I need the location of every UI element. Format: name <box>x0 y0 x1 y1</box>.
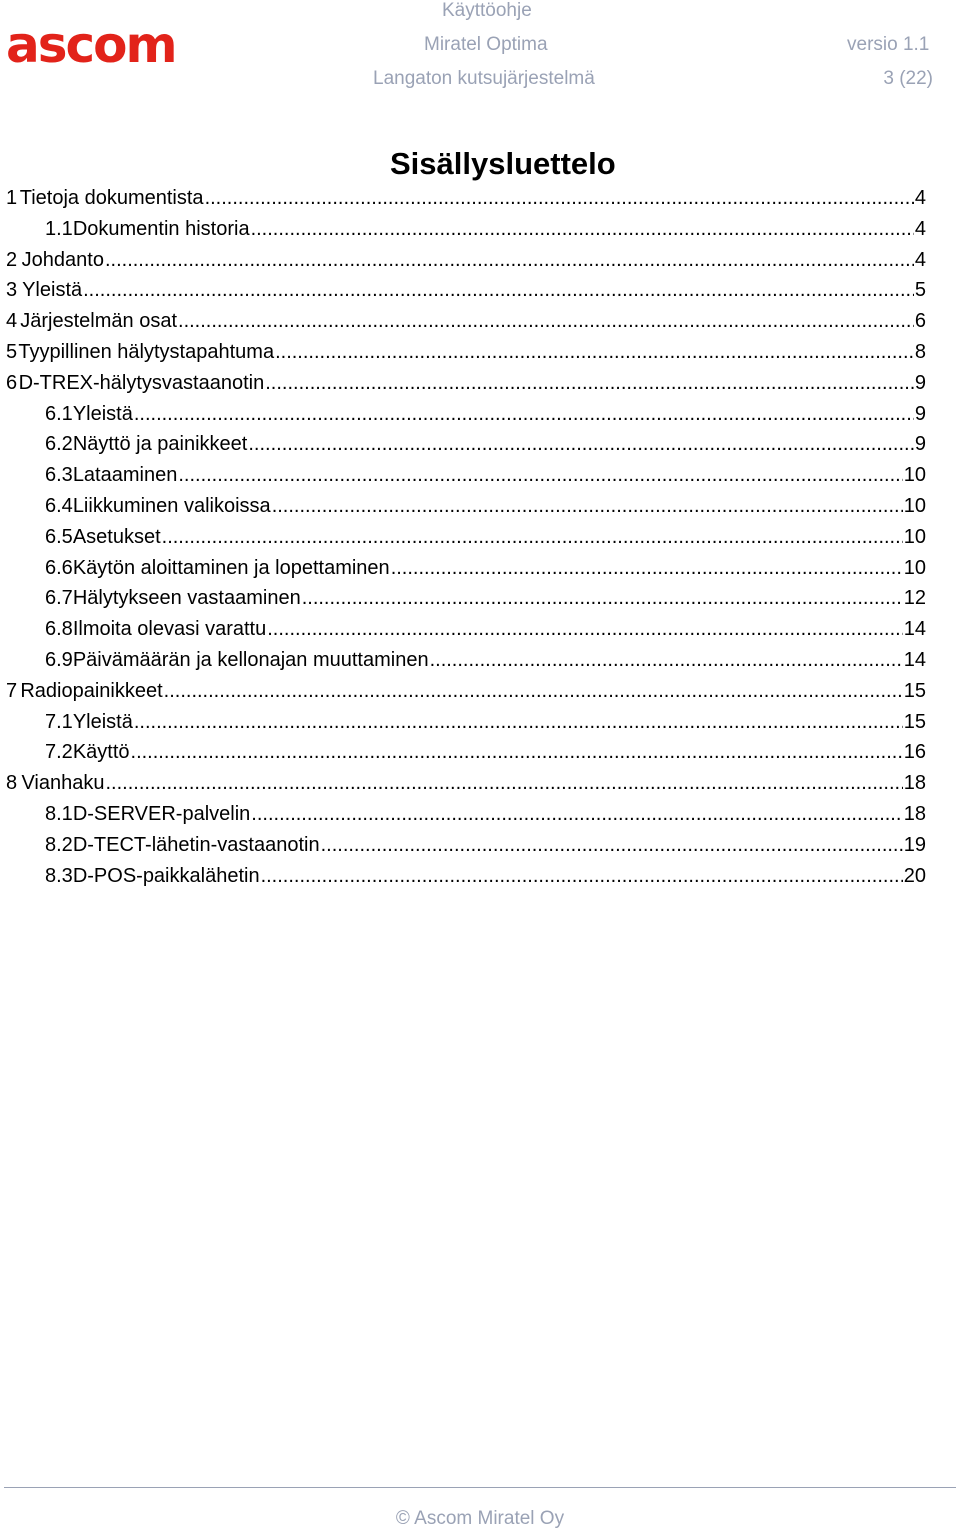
toc-entry[interactable] <box>6 368 926 399</box>
toc-entry-number: 6.8 <box>45 618 73 641</box>
toc-entry[interactable] <box>6 306 926 337</box>
toc-entry-number: 1.1 <box>45 217 73 240</box>
toc-entry[interactable] <box>6 275 926 306</box>
toc-leader-dots <box>272 491 903 522</box>
toc-entry[interactable] <box>6 245 926 276</box>
toc-entry-number: 6 <box>6 371 18 394</box>
toc-entry-title: Johdanto <box>21 248 104 271</box>
page-number: 3 (22) <box>883 68 933 89</box>
ascom-logo: ascom <box>6 16 176 74</box>
toc-entry-number: 6.4 <box>45 494 73 517</box>
toc-entry-title: Liikkuminen valikoissa <box>72 494 271 517</box>
toc-entry-number: 6.3 <box>45 464 73 487</box>
toc-entry-page: 10 <box>903 494 926 517</box>
toc-entry-title: D-TECT-lähetin-vastaanotin <box>72 833 320 856</box>
toc-entry[interactable] <box>6 799 926 830</box>
toc-entry[interactable] <box>6 614 926 645</box>
table-of-contents <box>6 183 926 891</box>
toc-entry-title: Asetukset <box>72 525 161 548</box>
toc-entry-title: Tietoja dokumentista <box>19 187 204 209</box>
toc-entry-title: Käytön aloittaminen ja lopettaminen <box>72 556 390 579</box>
toc-entry-number: 8 <box>6 772 18 795</box>
toc-entry[interactable] <box>6 768 926 799</box>
toc-leader-dots <box>321 830 903 861</box>
toc-entry-title: Näyttö ja painikkeet <box>72 433 248 456</box>
toc-entry[interactable] <box>6 830 926 861</box>
document-version: versio 1.1 <box>847 34 930 55</box>
toc-leader-dots <box>83 275 914 306</box>
toc-entry-number: 3 <box>6 279 18 302</box>
toc-entry-number: 6.6 <box>45 556 73 579</box>
toc-entry[interactable] <box>6 183 926 214</box>
toc-entry-page: 9 <box>914 402 926 425</box>
toc-leader-dots <box>178 306 914 337</box>
toc-leader-dots <box>106 768 903 799</box>
toc-entry-title: Yleistä <box>72 710 133 733</box>
toc-entry[interactable] <box>6 491 926 522</box>
toc-leader-dots <box>430 645 903 676</box>
toc-entry-page: 4 <box>914 187 926 209</box>
toc-entry[interactable] <box>6 337 926 368</box>
toc-entry-number: 2 <box>6 248 18 271</box>
toc-entry-number: 7.1 <box>45 710 73 733</box>
toc-entry-page: 10 <box>903 464 926 487</box>
toc-entry-number: 8.3 <box>45 864 73 887</box>
toc-leader-dots <box>251 214 914 245</box>
toc-entry-page: 9 <box>914 433 926 456</box>
toc-heading: Sisällysluettelo <box>390 146 616 181</box>
toc-entry-page: 10 <box>903 525 926 548</box>
product-name: Miratel Optima <box>424 34 548 55</box>
toc-entry-number: 8.2 <box>45 833 73 856</box>
toc-entry-title: Järjestelmän osat <box>20 310 178 333</box>
toc-entry[interactable] <box>6 429 926 460</box>
toc-entry-title: Päivämäärän ja kellonajan muuttaminen <box>72 648 429 671</box>
toc-leader-dots <box>205 183 914 214</box>
toc-entry-page: 6 <box>914 310 926 333</box>
toc-entry[interactable] <box>6 399 926 430</box>
toc-entry[interactable] <box>6 214 926 245</box>
toc-entry-page: 9 <box>914 371 926 394</box>
toc-entry-number: 6.9 <box>45 648 73 671</box>
toc-leader-dots <box>164 676 903 707</box>
toc-entry[interactable] <box>6 707 926 738</box>
toc-entry-title: Hälytykseen vastaaminen <box>72 587 301 610</box>
toc-entry[interactable] <box>6 460 926 491</box>
toc-entry[interactable] <box>6 522 926 553</box>
toc-entry[interactable] <box>6 553 926 584</box>
toc-entry-number: 8.1 <box>45 802 73 825</box>
toc-leader-dots <box>261 861 903 892</box>
toc-leader-dots <box>267 614 903 645</box>
toc-entry-number: 1 <box>6 187 18 209</box>
toc-entry-number: 6.7 <box>45 587 73 610</box>
toc-leader-dots <box>251 799 902 830</box>
toc-entry-number: 7 <box>6 679 18 702</box>
document-subtitle: Langaton kutsujärjestelmä <box>373 68 595 89</box>
toc-leader-dots <box>162 522 903 553</box>
footer-copyright: © Ascom Miratel Oy <box>395 1508 565 1529</box>
toc-leader-dots <box>134 707 903 738</box>
toc-entry-number: 6.5 <box>45 525 73 548</box>
toc-entry-page: 14 <box>903 648 926 671</box>
footer-divider <box>4 1487 956 1488</box>
toc-entry-page: 18 <box>903 802 926 825</box>
toc-entry-page: 5 <box>914 279 926 302</box>
toc-entry-page: 18 <box>903 772 926 795</box>
toc-entry-page: 10 <box>903 556 926 579</box>
toc-entry-title: D-TREX-hälytysvastaanotin <box>18 371 265 394</box>
toc-entry-number: 4 <box>6 310 18 333</box>
toc-entry-title: Radiopainikkeet <box>20 679 163 702</box>
toc-leader-dots <box>178 460 902 491</box>
toc-entry-title: Ilmoita olevasi varattu <box>72 618 267 641</box>
toc-entry-title: Dokumentin historia <box>72 217 250 240</box>
toc-entry-number: 7.2 <box>45 741 73 764</box>
toc-entry-page: 4 <box>914 217 926 240</box>
toc-entry-page: 4 <box>914 248 926 271</box>
toc-entry-title: Yleistä <box>22 279 83 302</box>
toc-entry-number: 6.1 <box>45 402 73 425</box>
toc-leader-dots <box>248 429 914 460</box>
toc-entry[interactable] <box>6 645 926 676</box>
toc-entry-page: 14 <box>903 618 926 641</box>
toc-entry[interactable] <box>6 861 926 892</box>
toc-leader-dots <box>131 737 903 768</box>
toc-entry[interactable] <box>6 583 926 614</box>
toc-entry-page: 15 <box>903 679 926 702</box>
toc-entry[interactable] <box>6 737 926 768</box>
toc-entry-title: D-POS-paikkalähetin <box>72 864 260 887</box>
toc-entry-page: 20 <box>903 864 926 887</box>
toc-leader-dots <box>391 553 903 584</box>
toc-leader-dots <box>275 337 914 368</box>
toc-entry-number: 6.2 <box>45 433 73 456</box>
toc-entry-title: Vianhaku <box>21 772 105 795</box>
toc-leader-dots <box>105 245 914 276</box>
toc-entry-title: Käyttö <box>72 741 130 764</box>
toc-entry-page: 12 <box>903 587 926 610</box>
toc-entry-title: Tyypillinen hälytystapahtuma <box>18 340 275 363</box>
toc-entry-title: Yleistä <box>72 402 133 425</box>
document-type: Käyttöohje <box>442 0 532 21</box>
toc-entry-page: 15 <box>903 710 926 733</box>
toc-entry-title: D-SERVER-palvelin <box>72 802 251 825</box>
toc-entry-page: 8 <box>914 340 926 363</box>
toc-entry-number: 5 <box>6 340 18 363</box>
toc-leader-dots <box>265 368 914 399</box>
toc-leader-dots <box>302 583 903 614</box>
toc-entry-page: 16 <box>903 741 926 764</box>
toc-leader-dots <box>134 399 914 430</box>
toc-entry[interactable] <box>6 676 926 707</box>
toc-entry-title: Lataaminen <box>72 464 178 487</box>
toc-entry-page: 19 <box>903 833 926 856</box>
